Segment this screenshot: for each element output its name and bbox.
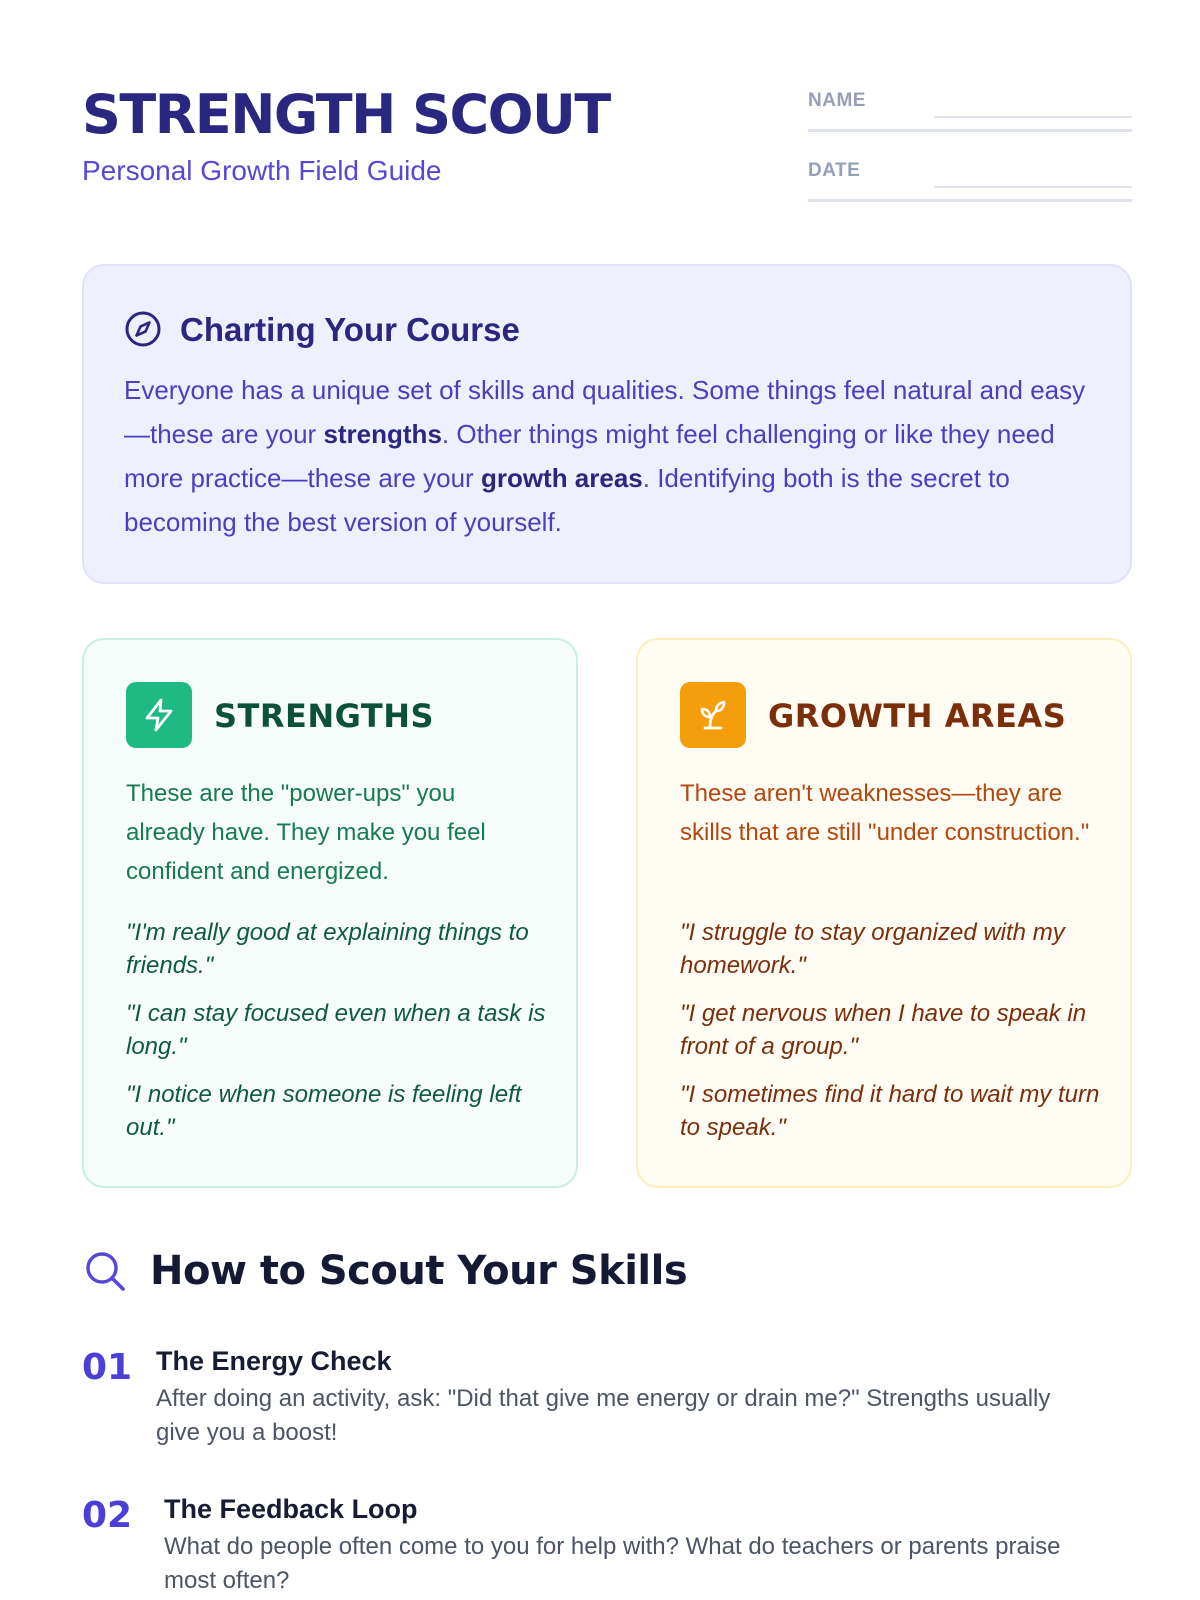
- growth-keyword: growth areas: [480, 463, 643, 493]
- strengths-keyword: strengths: [323, 419, 442, 449]
- intro-body: [124, 368, 1104, 544]
- step-body: What do people often come to you for help with? What do teachers or parents praise most often?: [164, 1533, 1061, 1594]
- intro-title: Charting Your Course: [180, 311, 520, 348]
- name-field-line[interactable]: [934, 116, 1132, 118]
- name-field[interactable]: [808, 84, 1132, 132]
- growth-areas-description: These aren't weaknesses—they are skills that are still "under construction.": [680, 780, 1090, 846]
- growth-example: "I sometimes find it hard to wait my turn to speak.": [680, 1081, 1100, 1141]
- strength-example: "I'm really good at explaining things to friends.": [126, 919, 529, 979]
- step-title: The Feedback Loop: [164, 1494, 418, 1524]
- intro-body-part: Everyone has a unique set of skills and qualities. Some things feel natural and easy—these are your: [124, 375, 1086, 449]
- intro-box: [82, 264, 1132, 584]
- name-field-label: NAME: [808, 90, 866, 111]
- compass-icon: [124, 310, 162, 348]
- strengths-title: STRENGTHS: [214, 697, 435, 735]
- scout-section-title: How to Scout Your Skills: [150, 1248, 688, 1294]
- strengths-examples: [126, 916, 546, 1159]
- growth-areas-card: [636, 638, 1132, 1188]
- sprout-icon: [680, 682, 746, 748]
- growth-examples: [680, 916, 1100, 1159]
- step-title: The Energy Check: [156, 1346, 392, 1376]
- growth-example: "I get nervous when I have to speak in front of a group.": [680, 1000, 1087, 1060]
- strength-example: "I notice when someone is feeling left out.": [126, 1081, 522, 1141]
- date-field-line[interactable]: [934, 186, 1132, 188]
- intro-body-part: . Other things might feel challenging or like they need more practice—these are your: [124, 419, 1055, 493]
- step-number: 01: [82, 1347, 133, 1388]
- scout-section-header: [82, 1246, 982, 1296]
- header: [82, 84, 1132, 224]
- growth-areas-title: GROWTH AREAS: [768, 697, 1067, 735]
- strengths-description: These are the "power-ups" you already have. They make you feel confident and energized.: [126, 780, 486, 885]
- growth-example: "I struggle to stay organized with my homework.": [680, 919, 1065, 979]
- search-icon: [84, 1250, 126, 1292]
- step-number: 02: [82, 1495, 133, 1536]
- page-subtitle: Personal Growth Field Guide: [82, 155, 442, 186]
- strengths-card: [82, 638, 578, 1188]
- date-field-label: DATE: [808, 160, 861, 181]
- intro-body-part: . Identifying both is the secret to becoming the best version of yourself.: [124, 463, 1010, 537]
- strength-example: "I can stay focused even when a task is long.": [126, 1000, 546, 1060]
- date-field[interactable]: [808, 154, 1132, 202]
- step-body: After doing an activity, ask: "Did that give me energy or drain me?" Strengths usually give you a boost!: [156, 1385, 1051, 1446]
- lightning-bolt-icon: [126, 682, 192, 748]
- page-title: STRENGTH SCOUT: [82, 83, 610, 146]
